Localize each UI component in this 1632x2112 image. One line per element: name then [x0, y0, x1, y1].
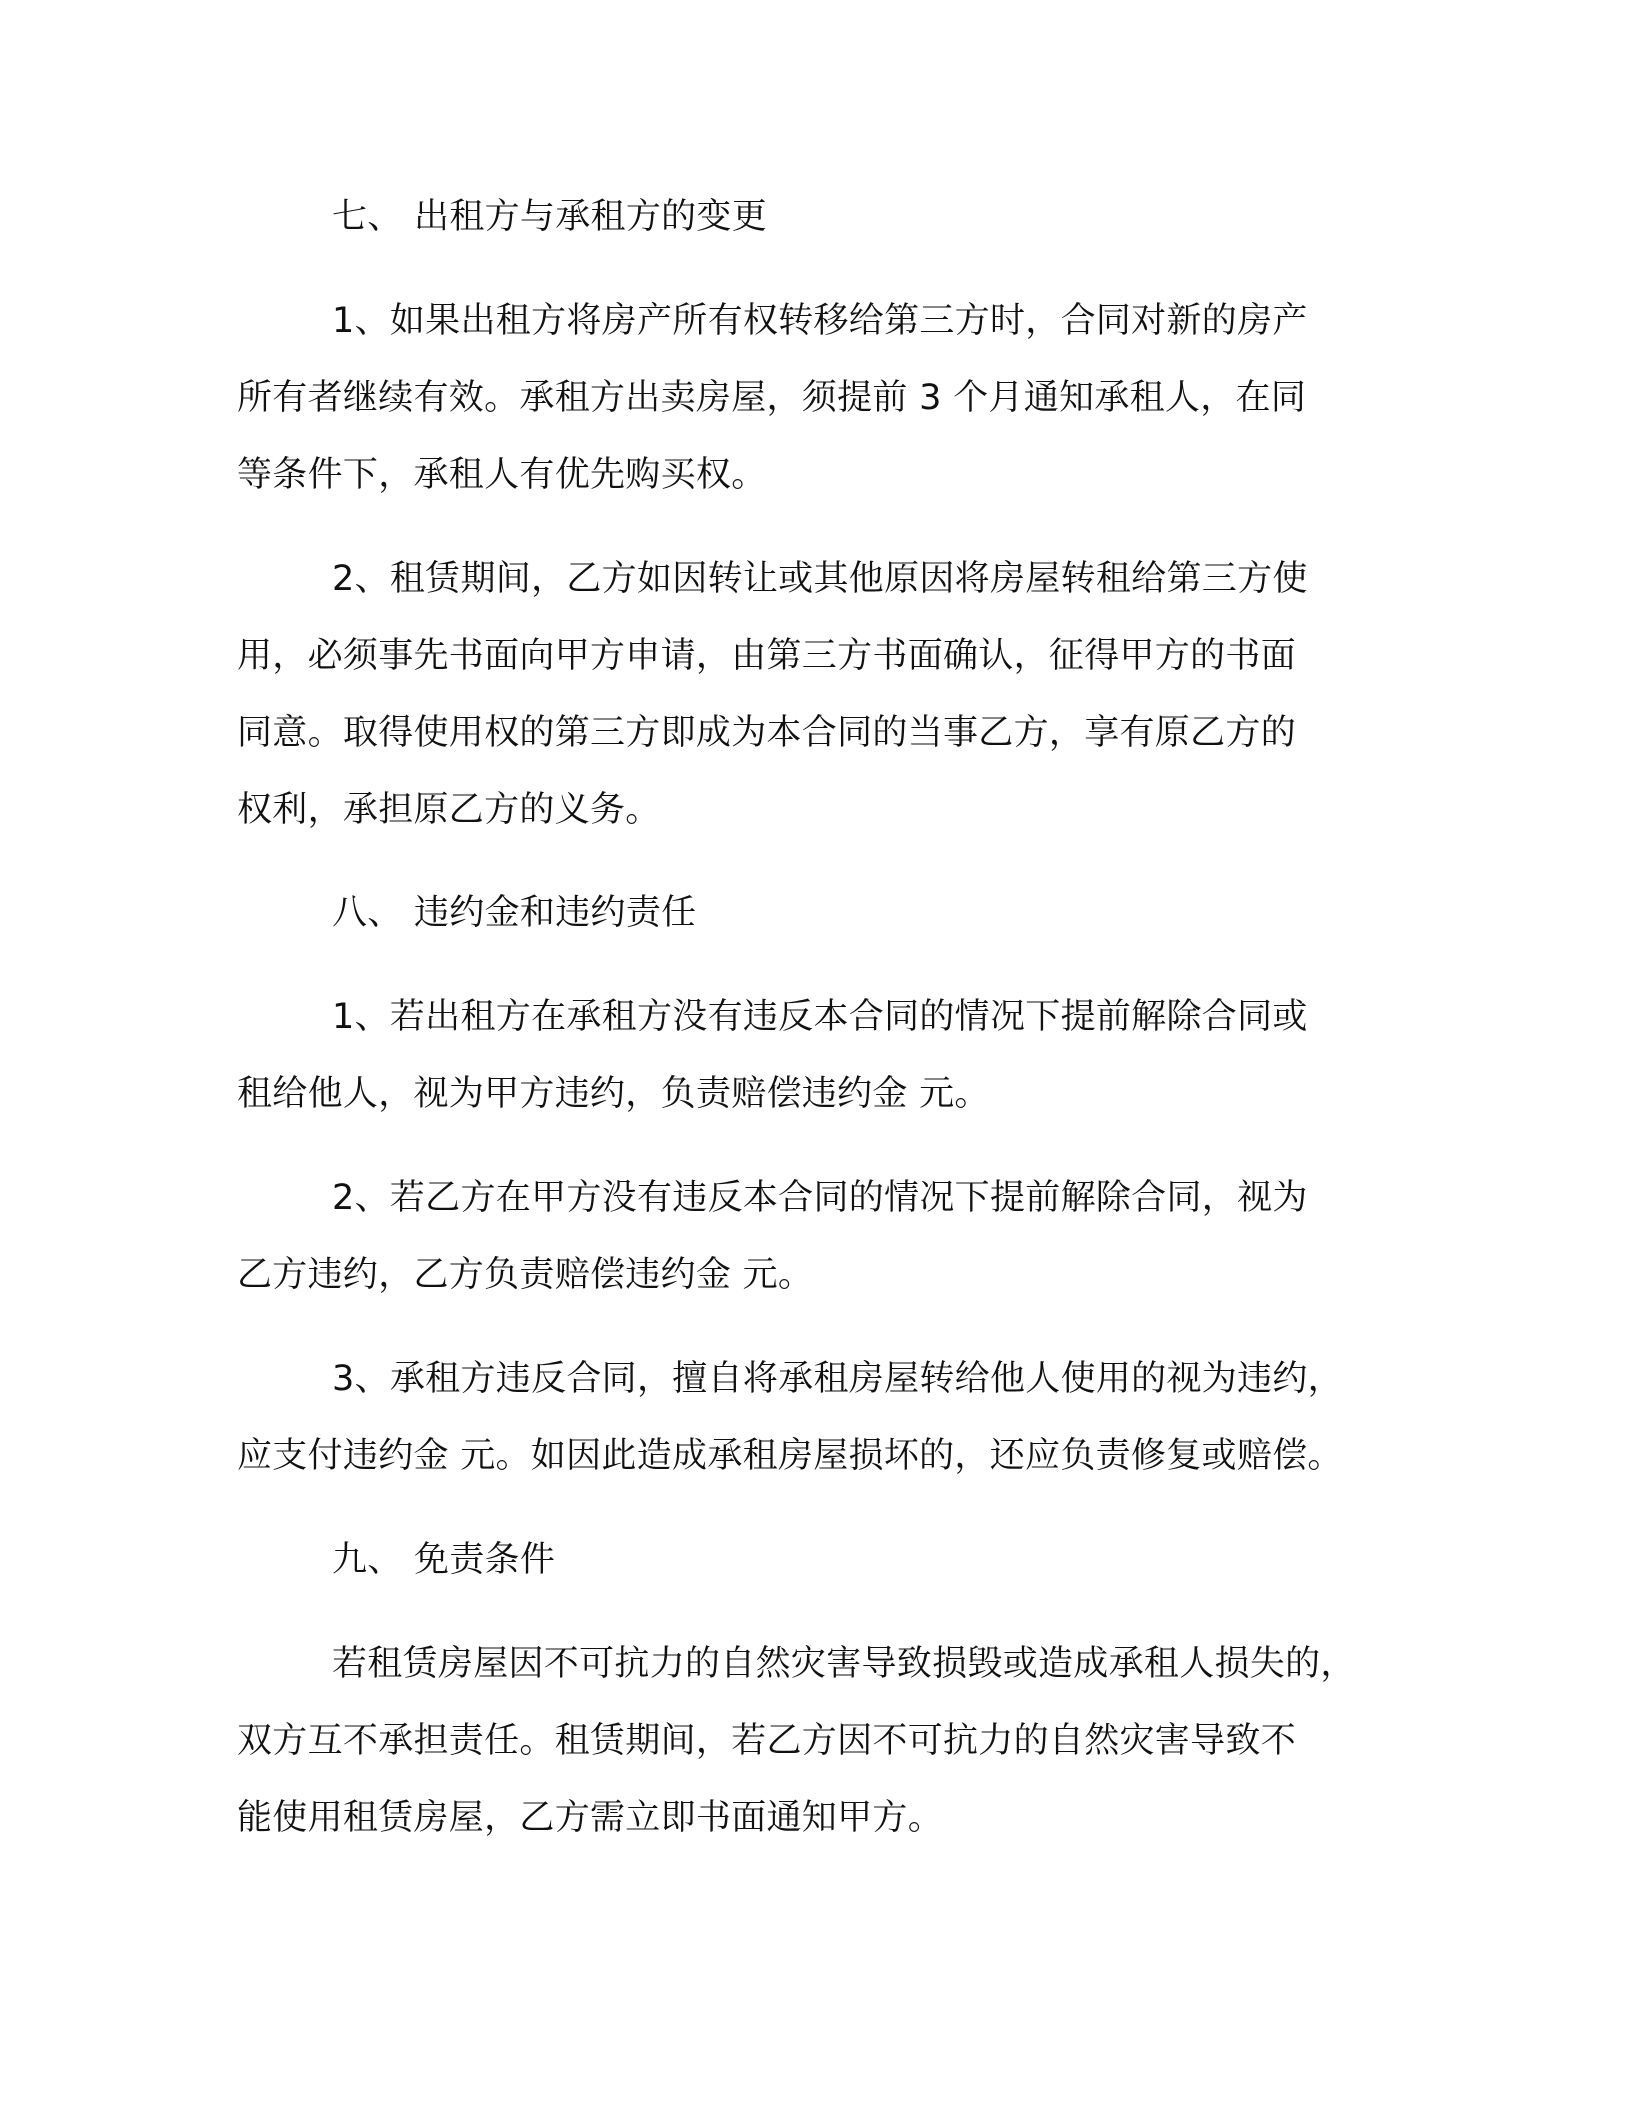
section-7-item-1-line-3: 等条件下，承租人有优先购买权。	[237, 455, 767, 495]
section-9-body-line-2: 双方互不承担责任。租赁期间，若乙方因不可抗力的自然灾害导致不	[237, 1721, 1297, 1761]
section-8-item-3-line-2: 应支付违约金 元。如因此造成承租房屋损坏的，还应负责修复或赔偿。	[237, 1436, 1343, 1476]
section-7-item-2-line-3: 同意。取得使用权的第三方即成为本合同的当事乙方，享有原乙方的	[237, 713, 1297, 753]
section-8-item-3-line-1: 3、承租方违反合同，擅自将承租房屋转给他人使用的视为违约，	[332, 1359, 1343, 1399]
section-7-heading: 七、 出租方与承租方的变更	[332, 197, 768, 237]
section-7-item-2-line-4: 权利，承担原乙方的义务。	[237, 790, 661, 830]
section-8-item-1-line-2: 租给他人，视为甲方违约，负责赔偿违约金 元。	[237, 1074, 990, 1114]
section-7-item-1-line-1: 1、如果出租方将房产所有权转移给第三方时，合同对新的房产	[332, 301, 1308, 341]
section-8-item-2-line-1: 2、若乙方在甲方没有违反本合同的情况下提前解除合同，视为	[332, 1178, 1308, 1218]
section-8-item-1-line-1: 1、若出租方在承租方没有违反本合同的情况下提前解除合同或	[332, 997, 1308, 1037]
section-7-item-1-line-2: 所有者继续有效。承租方出卖房屋，须提前 3 个月通知承租人，在同	[237, 378, 1307, 418]
section-9-body-line-1: 若租赁房屋因不可抗力的自然灾害导致损毁或造成承租人损失的，	[332, 1644, 1356, 1684]
section-9-body-line-3: 能使用租赁房屋，乙方需立即书面通知甲方。	[237, 1798, 944, 1838]
section-9-heading: 九、 免责条件	[332, 1540, 556, 1580]
section-7-item-2-line-2: 用，必须事先书面向甲方申请，由第三方书面确认，征得甲方的书面	[237, 636, 1297, 676]
section-7-item-2-line-1: 2、租赁期间，乙方如因转让或其他原因将房屋转租给第三方使	[332, 559, 1308, 599]
section-8-item-2-line-2: 乙方违约，乙方负责赔偿违约金 元。	[237, 1255, 814, 1295]
section-8-heading: 八、 违约金和违约责任	[332, 893, 697, 933]
